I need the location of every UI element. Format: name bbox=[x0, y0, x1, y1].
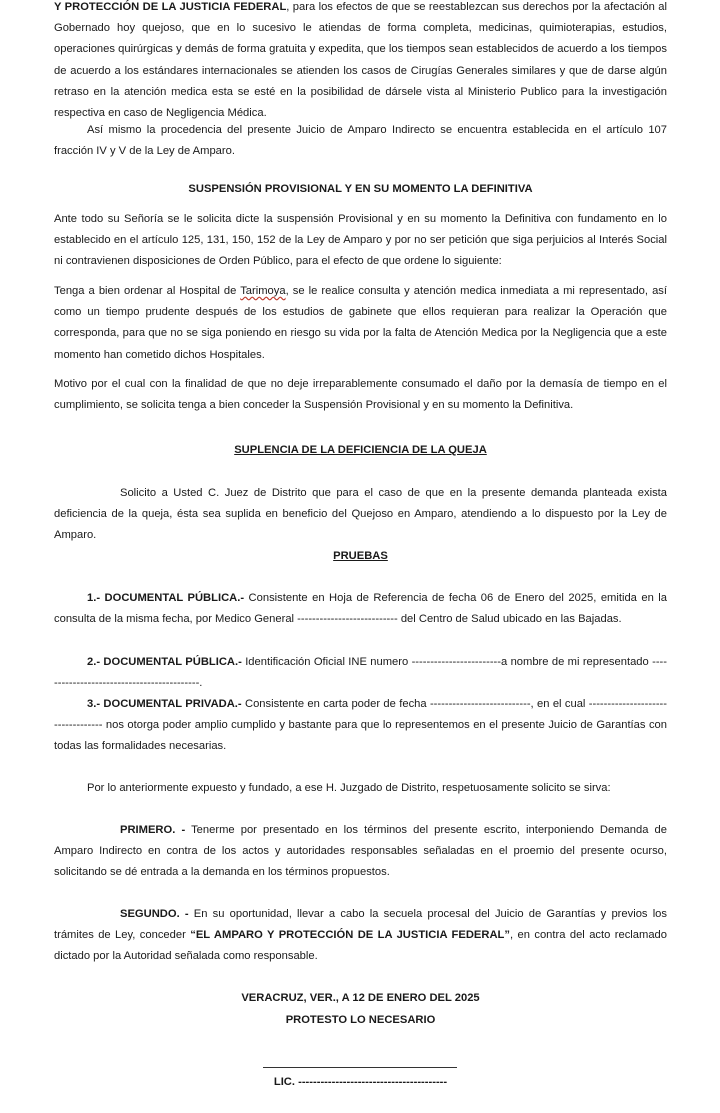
hospital-name: Tarimoya bbox=[240, 285, 286, 297]
prueba-item-3 bbox=[54, 694, 667, 758]
prueba-label: 2.- DOCUMENTAL PÚBLICA.- bbox=[87, 656, 242, 668]
prueba-label: 3.- DOCUMENTAL PRIVADA.- bbox=[87, 698, 242, 710]
petitorio-primero bbox=[54, 820, 667, 884]
heading-suspension: SUSPENSIÓN PROVISIONAL Y EN SU MOMENTO LA DEFINITIVA bbox=[188, 183, 533, 195]
prueba-label: 1.- DOCUMENTAL PÚBLICA.- bbox=[87, 592, 245, 604]
paragraph-hospital bbox=[54, 281, 667, 366]
heading-suplencia: SUPLENCIA DE LA DEFICIENCIA DE LA QUEJA bbox=[234, 444, 487, 456]
prueba-text: Identificación Oficial INE numero ------------------------a nombre de mi representado -------------------------------------------. bbox=[54, 656, 667, 690]
paragraph-suspension: Ante todo su Señoría se le solicita dicte la suspensión Provisional y en su momento la Definitiva con fundamento en lo establecido en el artículo 125, 131, 150, 152 de la Ley de Amparo y por no ser petición que siga perjuicios al Interés Social ni contravienen disposiciones de Orden Público, para el efecto de que ordene lo siguiente: bbox=[54, 213, 667, 268]
paragraph-expuesto: Por lo anteriormente expuesto y fundado, a ese H. Juzgado de Distrito, respetuosamente solicito se sirva: bbox=[87, 782, 611, 794]
heading-pruebas: PRUEBAS bbox=[333, 550, 388, 562]
prueba-text: Consistente en Hoja de Referencia de fecha 06 de Enero del 2025, emitida en la consulta de la misma fecha, por Medico General --------------------------- del Centro de Salud ubicado en las Bajadas. bbox=[54, 592, 667, 626]
signature-line bbox=[263, 1067, 457, 1068]
petitorio-label: SEGUNDO. - bbox=[120, 908, 189, 920]
paragraph-text: Tenga a bien ordenar al Hospital de bbox=[54, 285, 241, 297]
petitorio-bold: “EL AMPARO Y PROTECCIÓN DE LA JUSTICIA FEDERAL” bbox=[190, 929, 510, 942]
paragraph-suplencia: Solicito a Usted C. Juez de Distrito que para el caso de que en la presente demanda planteada exista deficiencia de la queja, ésta sea suplida en beneficio del Quejoso en Amparo, atendiendo a lo dispuesto por la Ley de Amparo. bbox=[54, 487, 667, 542]
paragraph-text: , para los efectos de que se reestablezcan sus derechos por la afectación al Gobernado hoy quejoso, que en lo sucesivo le atiendas de forma completa, medicinas, quimioterapias, estudios, operaciones quirúrgicas y demás de forma gratuita y expedita, que los tiempos sean establecidos de acuerdo a los tiempos de acuerdo a los estándares internacionales se atienden los casos de Cirugías Generales similares y que de darse algún retraso en la atención medica esta se esté en la posibilidad de dársele vista al Ministerio Publico para la investigación respectiva en caso de Negligencia Médica. bbox=[54, 1, 668, 120]
petitorio-segundo bbox=[54, 904, 667, 968]
paragraph-efectos bbox=[54, 0, 667, 124]
closing-protesto: PROTESTO LO NECESARIO bbox=[285, 1014, 436, 1026]
prueba-item-1 bbox=[54, 588, 667, 630]
petitorio-text: En su oportunidad, llevar a cabo la secuela procesal del Juicio de Garantías y previos los trámites de Ley, conceder bbox=[54, 908, 667, 942]
signature-name: LIC. ---------------------------------------- bbox=[273, 1076, 448, 1088]
petitorio-label: PRIMERO. - bbox=[120, 824, 186, 836]
petitorio-text: Tenerme por presentado en los términos del presente escrito, interponiendo Demanda de Amparo Indirecto en contra de los actos y autoridades responsables señaladas en el proemio del presente ocurso, solicitando se dé entrada a la demanda en los términos propuestos. bbox=[54, 824, 667, 879]
closing-place-date: VERACRUZ, VER., A 12 DE ENERO DEL 2025 bbox=[241, 992, 480, 1004]
paragraph-text: , se le realice consulta y atención medica inmediata a mi representado, así como un tiempo prudente después de los estudios de gabinete que ellos requieran para realizar la Operación que corresponda, para que no se siga poniendo en riesgo su vida por la falta de Atención Medica por la Negligencia que a este momento han cometido dichos Hospitales. bbox=[54, 285, 667, 361]
prueba-item-2 bbox=[54, 652, 667, 694]
bold-lead: Y PROTECCIÓN DE LA JUSTICIA FEDERAL bbox=[54, 1, 287, 13]
paragraph-procedencia: Así mismo la procedencia del presente Juicio de Amparo Indirecto se encuentra establecida en el artículo 107 fracción IV y V de la Ley de Amparo. bbox=[54, 124, 667, 158]
petitorio-text: , en contra del acto reclamado dictado por la Autoridad señalada como responsable. bbox=[54, 929, 667, 963]
paragraph-motivo: Motivo por el cual con la finalidad de que no deje irreparablemente consumado el daño por la demasía de tiempo en el cumplimiento, se solicita tenga a bien conceder la Suspensión Provisional y en su momento la Definitiva. bbox=[54, 378, 667, 412]
prueba-text: Consistente en carta poder de fecha ---------------------------, en el cual ---------------------------------- nos otorga poder amplio cumplido y bastante para que lo representemos en el presente Juicio de Garantías con todas las formalidades necesarias. bbox=[54, 698, 667, 753]
